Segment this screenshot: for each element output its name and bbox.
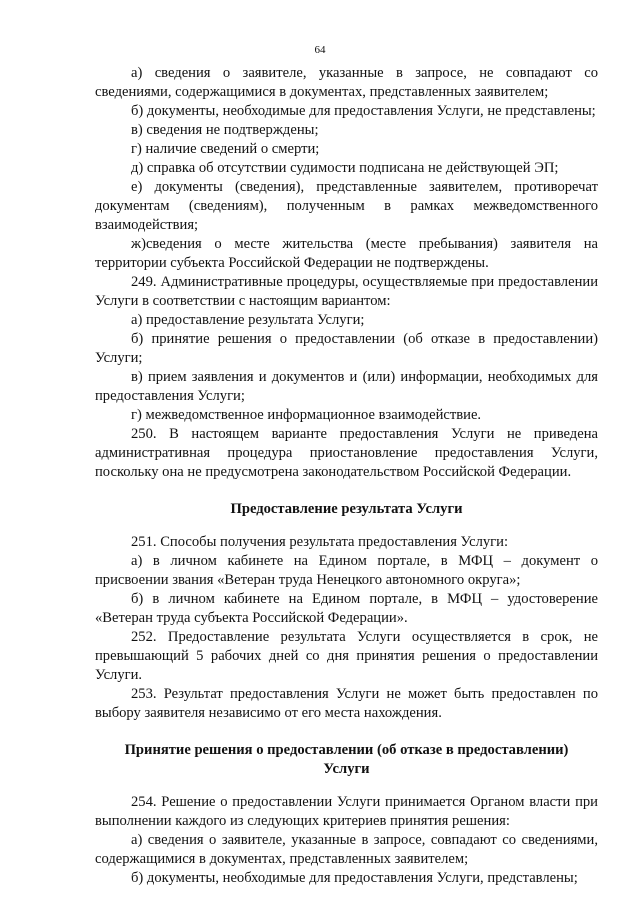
paragraph: в) сведения не подтверждены; <box>131 122 319 138</box>
document-body <box>95 64 598 888</box>
paragraph: 252. Предоставление результата Услуги осуществляется в срок, не превышающий 5 рабочих дней со дня принятия решения о предоставлении Услуги. <box>95 629 598 683</box>
paragraph: б) принятие решения о предоставлении (об отказе в предоставлении) Услуги; <box>95 331 598 366</box>
paragraph: б) в личном кабинете на Едином портале, в МФЦ – удостоверение «Ветеран труда субъекта Российской Федерации». <box>95 591 598 626</box>
paragraph: г) межведомственное информационное взаимодействие. <box>131 407 482 423</box>
paragraph: г) наличие сведений о смерти; <box>131 141 320 157</box>
paragraph: а) предоставление результата Услуги; <box>131 312 365 328</box>
paragraph: ж)сведения о месте жительства (месте пребывания) заявителя на территории субъекта Российской Федерации не подтверждены. <box>95 236 598 271</box>
paragraph: 250. В настоящем варианте предоставления Услуги не приведена административная процедура приостановление предоставления Услуги, поскольку она не предусмотрена законодательством Российской Федерации. <box>95 426 598 480</box>
paragraph: д) справка об отсутствии судимости подписана не действующей ЭП; <box>131 160 559 176</box>
page-number: 64 <box>314 44 326 56</box>
section-heading-decision: Принятие решения о предоставлении (об отказе в предоставлении) Услуги <box>124 742 569 777</box>
paragraph: а) сведения о заявителе, указанные в запросе, не совпадают со сведениями, содержащимися в документах, представленных заявителем; <box>95 65 598 100</box>
paragraph: е) документы (сведения), представленные заявителем, противоречат документам (сведениям), полученным в рамках межведомственного взаимодействия; <box>95 179 598 233</box>
paragraph: б) документы, необходимые для предоставления Услуги, представлены; <box>131 870 578 886</box>
paragraph: б) документы, необходимые для предоставления Услуги, не представлены; <box>131 103 596 119</box>
paragraph: 249. Административные процедуры, осуществляемые при предоставлении Услуги в соответствии с настоящим вариантом: <box>95 274 598 309</box>
section-heading-result: Предоставление результата Услуги <box>230 501 463 517</box>
paragraph: 254. Решение о предоставлении Услуги принимается Органом власти при выполнении каждого из следующих критериев принятия решения: <box>95 794 598 829</box>
paragraph: а) в личном кабинете на Едином портале, в МФЦ – документ о присвоении звания «Ветеран труда Ненецкого автономного округа»; <box>95 553 598 588</box>
paragraph: а) сведения о заявителе, указанные в запросе, совпадают со сведениями, содержащимися в документах, представленных заявителем; <box>95 832 598 867</box>
paragraph: 253. Результат предоставления Услуги не может быть предоставлен по выбору заявителя независимо от его места нахождения. <box>95 686 598 721</box>
paragraph: в) прием заявления и документов и (или) информации, необходимых для предоставления Услуги; <box>95 369 598 404</box>
paragraph: 251. Способы получения результата предоставления Услуги: <box>131 534 509 550</box>
